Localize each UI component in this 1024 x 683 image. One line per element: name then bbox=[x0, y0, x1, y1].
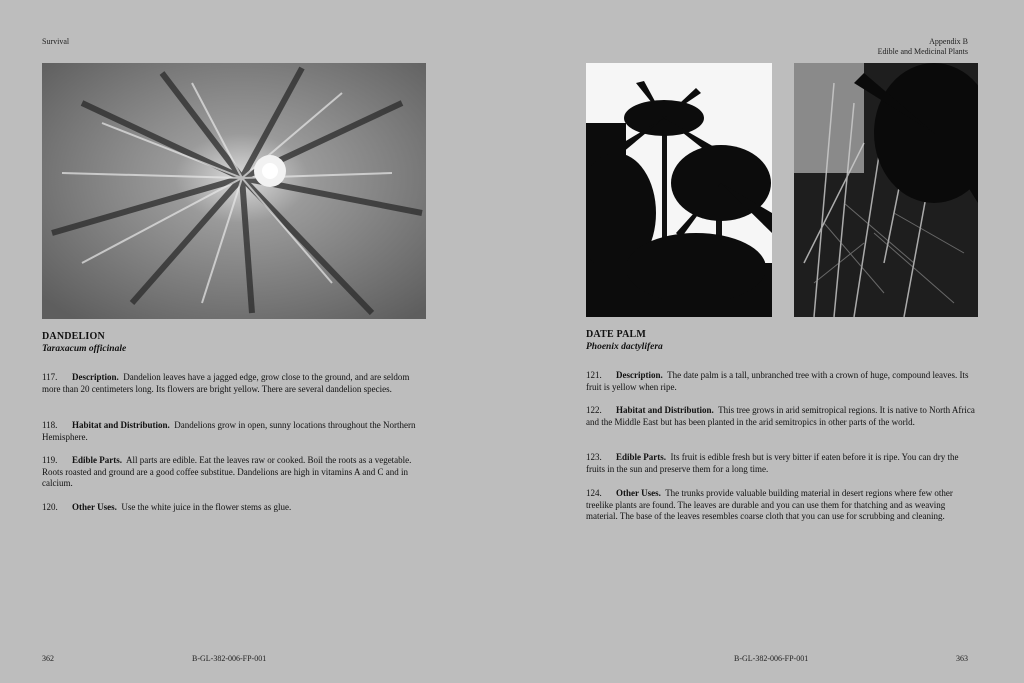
paragraph-123: 123. Edible Parts. Its fruit is edible fresh but is very bitter if eaten before it is ripe. You can dry the fruits in the sun and preserve them for a long time. bbox=[586, 452, 959, 474]
running-head-line-2: Edible and Medicinal Plants bbox=[877, 47, 968, 56]
running-head: Survival bbox=[42, 37, 70, 46]
paragraph-121: 121. Description. The date palm is a tall, unbranched tree with a crown of huge, compound leaves. Its fruit is yellow when ripe. bbox=[586, 370, 969, 392]
scientific-name: Phoenix dactylifera bbox=[586, 342, 663, 352]
document-code: B-GL-382-006-FP-001 bbox=[734, 654, 809, 663]
date-palm-photo-2 bbox=[794, 63, 978, 317]
dandelion-photo bbox=[42, 63, 426, 319]
paragraph-120: 120. Other Uses. Use the white juice in the flower stems as glue. bbox=[42, 502, 292, 512]
scientific-name: Taraxacum officinale bbox=[42, 344, 127, 354]
plant-name: DANDELION bbox=[42, 331, 105, 342]
paragraph-122: 122. Habitat and Distribution. This tree grows in arid semitropical regions. It is native to North Africa and the Middle East but has been planted in the arid semitropics in other parts of the world. bbox=[586, 405, 975, 427]
page-number: 363 bbox=[956, 654, 968, 663]
paragraph-124: 124. Other Uses. The trunks provide valuable building material in desert regions where few other treelike plants are found. The leaves are durable and you can use them for thatching and as weaving material. The base of the leaves resembles coarse cloth that you can use for scrubbing and cleaning. bbox=[586, 488, 953, 521]
date-palm-photo-1 bbox=[586, 63, 772, 317]
paragraph-117: 117. Description. Dandelion leaves have a jagged edge, grow close to the ground, and are seldom more than 20 centimeters long. Its flowers are bright yellow. There are several dandelion species. bbox=[42, 372, 410, 394]
dandelion-image bbox=[42, 63, 426, 319]
page-number: 362 bbox=[42, 654, 54, 663]
paragraph-119: 119. Edible Parts. All parts are edible. Eat the leaves raw or cooked. Boil the roots as a vegetable. Roots roasted and ground are a good coffee substitue. Dandelions are high in vitamins A and C and in calcium. bbox=[42, 455, 412, 488]
document-code: B-GL-382-006-FP-001 bbox=[192, 654, 267, 663]
running-head bbox=[878, 37, 968, 57]
paragraph-118: 118. Habitat and Distribution. Dandelions grow in open, sunny locations throughout the Northern Hemisphere. bbox=[42, 420, 416, 442]
running-head-line-1: Appendix B bbox=[929, 37, 968, 46]
right-page bbox=[512, 0, 1024, 683]
date-palm-silhouette-image bbox=[586, 63, 772, 317]
plant-name: DATE PALM bbox=[586, 329, 647, 340]
date-palm-grove-image bbox=[794, 63, 978, 317]
